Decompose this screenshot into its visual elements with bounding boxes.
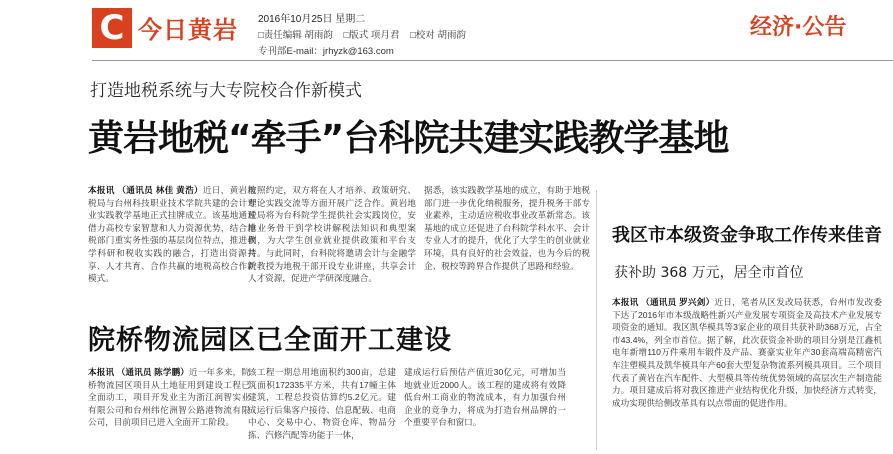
logo-letter: C bbox=[92, 8, 132, 48]
article2-column-3: 建成运行后预估产值近30亿元，可增加当地就业近2000人。该工程的建成将有效降低台州工商业的物流成本，有力加强台州企业的竞争力，将成为打造台州品牌的一个重要平台和窗口。 bbox=[404, 367, 566, 428]
article3-body bbox=[612, 296, 882, 409]
editor-credit: □责任编辑 胡雨韵 bbox=[258, 30, 333, 41]
article3-byline: 本报讯 （通讯员 罗兴剑） bbox=[612, 297, 715, 307]
article2-text-1: 近一年多来，院桥物流园区项目从土地征用到建设工程已全面动工，项目开发业主为浙江润智实业有限公司和台州纬佗洲智公路港物流有限公司，目前项目已进入全面开工阶段。 bbox=[88, 367, 250, 428]
article1-headline: 黄岩地税“牵手”台科院共建实践教学基地 bbox=[88, 118, 729, 159]
article2-column-1 bbox=[88, 366, 250, 429]
article3-subhead: 获补助 368 万元，居全市首位 bbox=[614, 265, 804, 281]
article1-column-3: 据悉，该实践教学基地的成立，有助于地税部门进一步优化纳税服务，提升税务干部专业素养，主动适应税收事业改革新常态。该基地的成立还促进了台科院学科水平、会计专业人才的提升，优化了大学生的创业就业环境，具有良好的社会效益，也为今后的税企、税校等跨界合作提供了思路和经验。 bbox=[424, 185, 590, 271]
article1-column-2: 按照约定，双方将在人才培养、政策研究、理论实践交流等方面开展广泛合作。黄岩地税局将为台科院学生提供社会实践岗位，安排业务骨干到学校讲解税法知识和典型案例，为大学生创业就业提供政策和平台支持。与此同时，台科院将邀请会计与金融学院教授为地税干部开设专业讲座，共享会计人才资源，促进产学研深度融合。 bbox=[248, 185, 416, 284]
article2-column-2: 该工程一期总用地面积约300亩，总建筑面积172335平方米，共有17幢主体建筑，工程总投资估算约5.2亿元。建成运行后集客户接待、信息配载、电商中心、交易中心、物资仓库、物品分拣、汽修汽配等功能于一体， bbox=[248, 367, 396, 440]
article1-byline: 本报讯 （通讯员 林佳 黄浩） bbox=[88, 185, 203, 195]
header-divider bbox=[92, 60, 893, 61]
article2-headline: 院桥物流园区已全面开工建设 bbox=[88, 325, 452, 356]
article3-headline: 我区市本级资金争取工作传来佳音 bbox=[612, 225, 882, 246]
issue-date: 2016年10月25日 星期二 bbox=[258, 14, 366, 25]
section-title: 经济·公告 bbox=[750, 15, 847, 40]
paper-name: 今日黄岩 bbox=[138, 15, 238, 44]
layout-credit: □版式 项月君 bbox=[343, 30, 400, 41]
column-divider bbox=[596, 190, 597, 450]
article3-text: 近日，笔者从区发改局获悉，台州市发改委下达了2016年市本级战略性新兴产业发展专项资金及高技术产业发展专项资金的通知。我区凯华模具等3家企业的项目共获补助368万元，占全市43.4%，列全市首位。据了解，此次获资金补助的项目分别是江鑫机电年新增110万件乘用车锻件及产品、赛豪实业年产30套高端高精密汽车注塑模具及凯华模具年产60套大型复杂物流系列模具项目。三个项目代表了黄岩在汽车配件、大型模具等传统优势领域的高层次生产制造能力。项目建成后将对我区推进产业结构优化升级，加快经济方式转变，成功实现供给侧改革具有以点带面的促进作用。 bbox=[612, 297, 882, 408]
proofreader-credit: □校对 胡雨韵 bbox=[410, 30, 466, 41]
article1-column-1 bbox=[88, 184, 256, 285]
article1-text-1: 近日，黄岩地税局与台州科技职业技术学院共建的会计专业实践教学基地正式挂牌成立。该基地通过借力高校专家智慧和人力资源优势，结合地税部门重实务性强的基层岗位特点，推进教学科研和税收实践的融合，打造出资源共享、人才共育、合作共赢的地税高校合作新模式。 bbox=[88, 185, 256, 284]
article2-byline: 本报讯 （通讯员 陈学鹏） bbox=[88, 367, 190, 377]
article1-kicker: 打造地税系统与大专院校合作新模式 bbox=[90, 81, 362, 101]
contact-email: 专刊部E-mail：jrhyzk@163.com bbox=[258, 46, 394, 57]
editor-credits bbox=[258, 27, 474, 41]
